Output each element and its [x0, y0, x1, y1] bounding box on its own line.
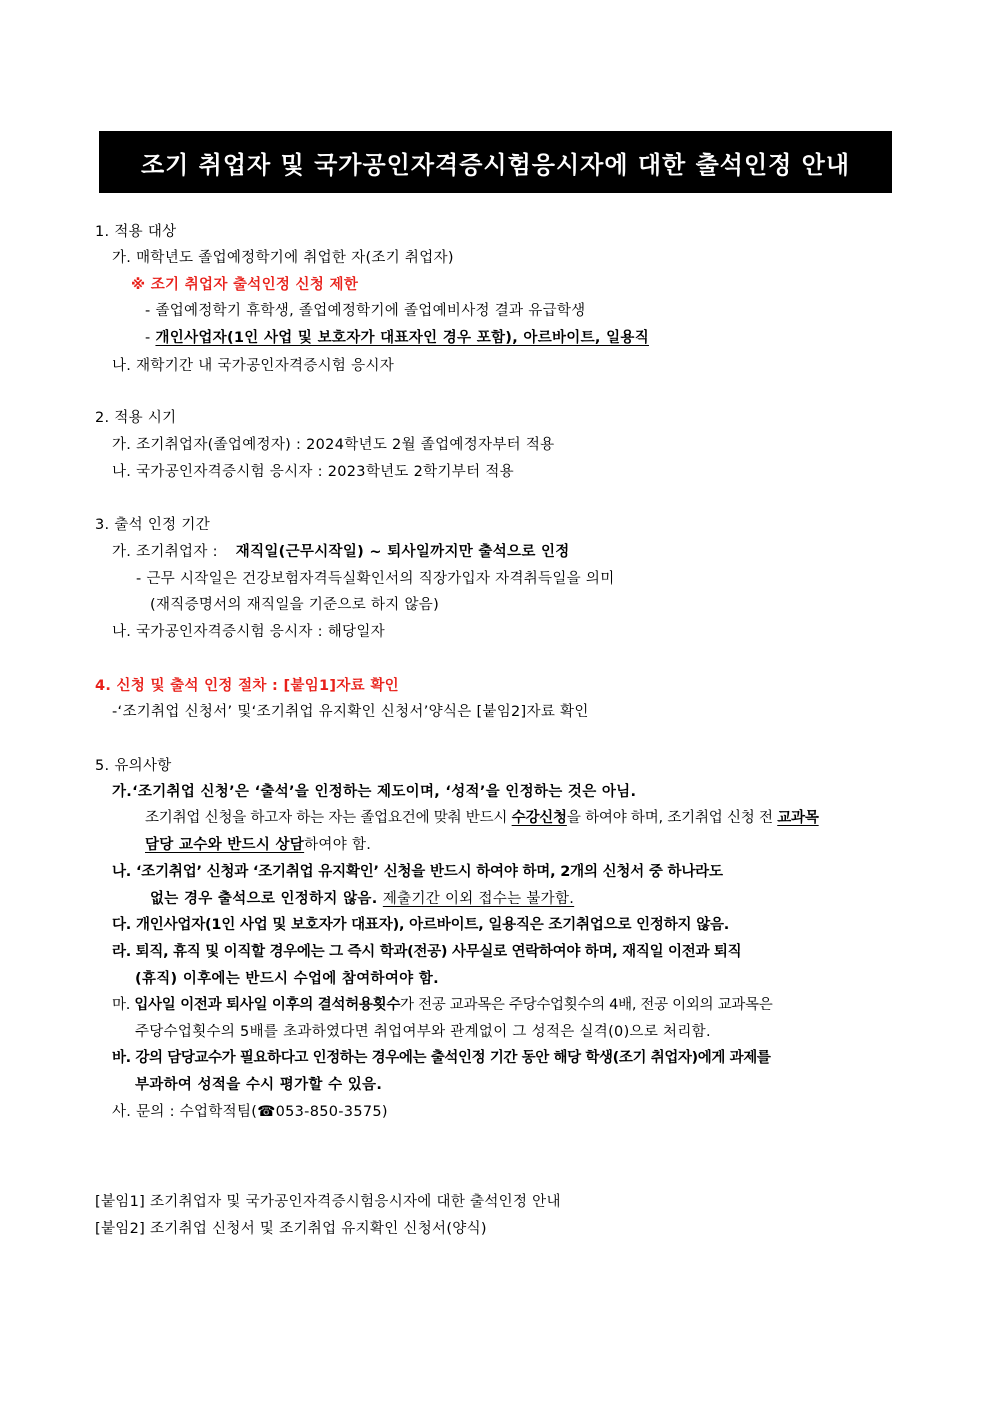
- section-5-item-da: 다. 개인사업자(1인 사업 및 보호자가 대표자), 아르바이트, 일용직은 조기취업으로 인정하지 않음.: [112, 917, 730, 933]
- section-3-item-ga-bold: 재직일(근무시작일) ~ 퇴사일까지만 출석으로 인정: [235, 544, 570, 560]
- section-5-item-na: 나. ‘조기취업’ 신청과 ‘조기취업 유지확인’ 신청을 반드시 하여야 하며, 2개의 신청서 중 하나라도: [112, 864, 723, 880]
- section-5-item-ra: 라. 퇴직, 휴직 및 이직할 경우에는 그 즉시 학과(전공) 사무실로 연락하여야 하며, 재직일 이전과 퇴직: [112, 944, 742, 960]
- underlined-text: 제출기간 이외 접수는 불가함.: [382, 891, 575, 907]
- section-5-item-ga-line-3: [145, 835, 371, 855]
- section-5-item-ga: 가.‘조기취업 신청’은 ‘출석’을 인정하는 제도이며, ‘성적’을 인정하는 것은 아님.: [112, 784, 637, 800]
- section-5-item-ba: 바. 강의 담당교수가 필요하다고 인정하는 경우에는 출석인정 기간 동안 해당 학생(조기 취업자)에게 과제를: [112, 1050, 771, 1066]
- section-1-heading: 1. 적용 대상: [95, 224, 177, 240]
- section-3-heading: 3. 출석 인정 기간: [95, 517, 211, 533]
- section-5-item-na-line-2: [150, 889, 574, 909]
- section-4-detail-1: -‘조기취업 신청서’ 및‘조기취업 유지확인 신청서’양식은 [붙임2]자료 확인: [112, 704, 589, 720]
- underlined-text: 담당 교수와 반드시 상담: [145, 837, 305, 853]
- section-3-detail-2: (재직증명서의 재직일을 기준으로 하지 않음): [150, 597, 440, 613]
- title-banner: [99, 131, 892, 193]
- section-3-item-ga: [112, 542, 570, 562]
- section-5-item-ma: [112, 995, 772, 1015]
- dash: -: [145, 330, 156, 346]
- attachment-1: [붙임1] 조기취업자 및 국가공인자격증시험응시자에 대한 출석인정 안내: [95, 1194, 561, 1210]
- section-2-item-na: 나. 국가공인자격증시험 응시자 : 2023학년도 2학기부터 적용: [112, 464, 514, 480]
- underlined-text: 교과목: [777, 810, 819, 826]
- section-3-detail-1: - 근무 시작일은 건강보험자격득실확인서의 직장가입자 자격취득일을 의미: [136, 571, 615, 587]
- attachment-2: [붙임2] 조기취업 신청서 및 조기취업 유지확인 신청서(양식): [95, 1221, 487, 1237]
- bold-text: 입사일 이전과 퇴사일 이후의 결석허용횟수: [134, 997, 401, 1013]
- section-1-item-na: 나. 재학기간 내 국가공인자격증시험 응시자: [112, 358, 395, 374]
- section-5-item-ba-line-2: 부과하여 성적을 수시 평가할 수 있음.: [135, 1077, 383, 1093]
- section-5-heading: 5. 유의사항: [95, 758, 172, 774]
- section-1-detail-1: - 졸업예정학기 휴학생, 졸업예정학기에 졸업예비사정 결과 유급학생: [145, 303, 586, 319]
- text-run: 없는 경우 출석으로 인정하지 않음.: [150, 891, 383, 907]
- text-run: 마.: [112, 997, 135, 1013]
- section-5-item-ga-line-2: [145, 808, 819, 828]
- text-run: 가 전공 교과목은 주당수업횟수의 4배, 전공 이외의 교과목은: [400, 997, 773, 1013]
- section-1-item-ga: 가. 매학년도 졸업예정학기에 취업한 자(조기 취업자): [112, 250, 454, 266]
- section-2-item-ga: 가. 조기취업자(졸업예정자) : 2024학년도 2월 졸업예정자부터 적용: [112, 437, 555, 453]
- section-5-item-ma-line-2: 주당수업횟수의 5배를 초과하였다면 취업여부와 관계없이 그 성적은 실격(0)으로 처리함.: [135, 1024, 711, 1040]
- text-run: 조기취업 신청을 하고자 하는 자는 졸업요건에 맞춰 반드시: [145, 810, 512, 826]
- section-1-notice: ※ 조기 취업자 출석인정 신청 제한: [131, 277, 359, 293]
- section-3-item-na: 나. 국가공인자격증시험 응시자 : 해당일자: [112, 624, 385, 640]
- text-run: 하여야 함.: [304, 837, 372, 853]
- section-4-heading: 4. 신청 및 출석 인정 절차 : [붙임1]자료 확인: [95, 678, 399, 694]
- section-2-heading: 2. 적용 시기: [95, 410, 177, 426]
- section-1-detail-2: [145, 328, 649, 348]
- section-5-item-ra-line-2: (휴직) 이후에는 반드시 수업에 참여하여야 함.: [135, 971, 439, 987]
- page-title: 조기 취업자 및 국가공인자격증시험응시자에 대한 출석인정 안내: [140, 150, 851, 179]
- underlined-text: 수강신청: [511, 810, 567, 826]
- section-5-item-sa: 사. 문의 : 수업학적팀(☎053-850-3575): [112, 1104, 388, 1120]
- section-1-detail-2-text: 개인사업자(1인 사업 및 보호자가 대표자인 경우 포함), 아르바이트, 일용직: [155, 330, 649, 346]
- section-3-item-ga-prefix: 가. 조기취업자 :: [112, 544, 218, 560]
- text-run: 을 하여야 하며, 조기취업 신청 전: [566, 810, 778, 826]
